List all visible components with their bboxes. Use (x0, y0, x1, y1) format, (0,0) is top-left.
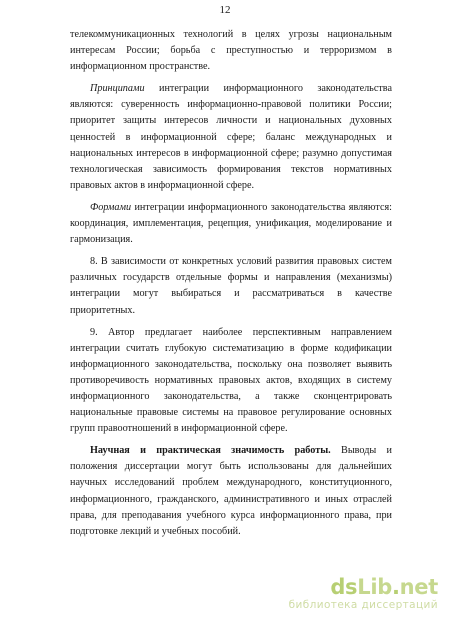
dslib-watermark (290, 575, 440, 613)
significance-text: Выводы и положения диссертации могут быть использованы для дальнейших научных исследований проблем международного, конституционного, информационного, гражданского, административного и иных отраслей права, для преподавания учебного курса информационного права, при подготовке лекций и учебных пособий. (70, 445, 392, 537)
paragraph-continuation: телекоммуникационных технологий в целях угрозы национальным интересам России; борьба с преступностью и терроризмом в информационном пространстве. (70, 29, 392, 73)
watermark-logo: dsLib.net (330, 575, 438, 599)
forms-term: Формами (90, 201, 132, 213)
document-body (70, 27, 392, 540)
paragraph-forms (70, 200, 392, 248)
paragraph-significance (70, 443, 392, 540)
page-number: 12 (219, 4, 231, 16)
paragraph-principles (70, 81, 392, 194)
significance-heading: Научная и практическая значимость работы. (90, 445, 331, 457)
paragraph-item-8: 8. В зависимости от конкретных условий развития правовых систем различных государств отдельные формы и направления (механизмы) интеграции могут выбираться и рассматриваться в качестве приоритетных. (70, 256, 392, 316)
principles-text: интеграции информационного законодательства являются: суверенность информационно-правовой политики России; приоритет защиты интересов личности и национальных духовных ценностей в информационной сфере; баланс международных и национальных интересов в информационной сфере; разумно допустимая технологическая зависимость формирования текстов нормативных правовых актов в информационной сфере. (70, 83, 392, 191)
principles-term: Принципами (90, 83, 145, 95)
forms-text: интеграции информационного законодательства являются: координация, имплементация, рецепция, унификация, моделирование и гармонизация. (70, 201, 392, 246)
paragraph-item-9: 9. Автор предлагает наиболее перспективным направлением интеграции считать глубокую систематизацию в форме кодификации информационного законодательства, поскольку она позволяет выявить противоречивость нормативных правовых актов, входящих в систему информационного законодательства, а также сконцентрировать национальные правовые системы на правовое регулирование основных групп правоотношений в информационной сфере. (70, 326, 392, 435)
watermark-tagline: библиотека диссертаций (288, 599, 438, 611)
